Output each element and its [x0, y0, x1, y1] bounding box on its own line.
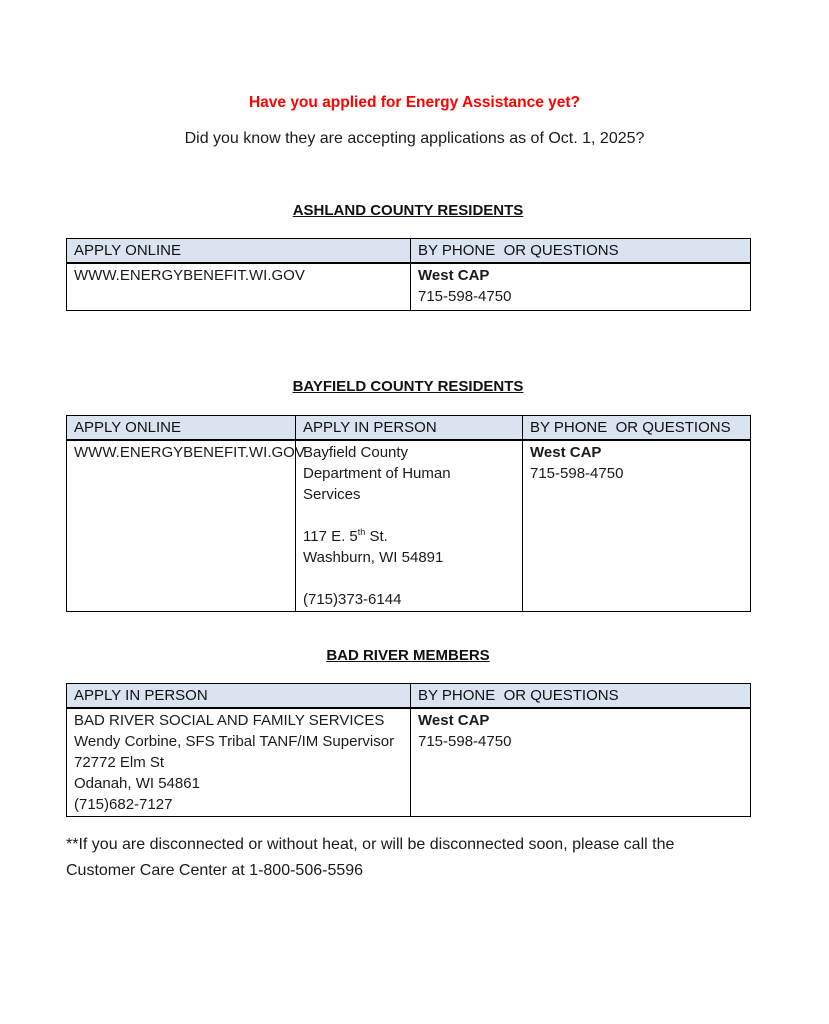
badriver-contact-phone: 715-598-4750: [418, 733, 512, 750]
ashland-contact-cell: [411, 263, 751, 311]
bayfield-contact-cell: [523, 440, 751, 612]
badriver-header-row: [67, 684, 751, 709]
ashland-body-row: [67, 263, 751, 311]
badriver-body-row: [67, 708, 751, 817]
bayfield-org-line: Department of Human: [303, 465, 451, 482]
footer-line-1: **If you are disconnected or without heat, or will be disconnected soon, please call the: [66, 836, 675, 853]
document-subtitle: Did you know they are accepting applications as of Oct. 1, 2025?: [184, 130, 645, 147]
badriver-contact-cell: [411, 708, 751, 817]
bayfield-contact-phone: 715-598-4750: [530, 465, 624, 482]
section-heading-bayfield: BAYFIELD COUNTY RESIDENTS: [292, 378, 524, 395]
bayfield-online-url: WWW.ENERGYBENEFIT.WI.GOV: [67, 440, 296, 612]
bayfield-street-address: 117 E. 5th St.: [303, 527, 388, 545]
section-heading-badriver: BAD RIVER MEMBERS: [326, 647, 490, 664]
badriver-street-address: 72772 Elm St: [74, 754, 165, 771]
ordinal-suffix: th: [357, 527, 366, 537]
footer-line-2: Customer Care Center at 1-800-506-5596: [66, 862, 364, 879]
bayfield-body-row: [67, 440, 751, 612]
bayfield-city-line: Washburn, WI 54891: [303, 549, 444, 566]
bayfield-contact-name: West CAP: [530, 444, 602, 461]
bayfield-header-apply-online: APPLY ONLINE: [67, 416, 296, 441]
ashland-header-apply-online: APPLY ONLINE: [67, 239, 411, 264]
badriver-header-by-phone: BY PHONE OR QUESTIONS: [411, 684, 751, 709]
badriver-table: [66, 683, 751, 817]
badriver-header-apply-in-person: APPLY IN PERSON: [67, 684, 411, 709]
ashland-table: [66, 238, 751, 311]
section-heading-ashland: ASHLAND COUNTY RESIDENTS: [292, 202, 524, 219]
document-title: Have you applied for Energy Assistance yet?: [248, 94, 581, 111]
ashland-contact-phone: 715-598-4750: [418, 288, 512, 305]
bayfield-header-row: [67, 416, 751, 441]
bayfield-in-person-cell: [296, 440, 523, 612]
footer-note: [66, 832, 766, 884]
badriver-city-line: Odanah, WI 54861: [74, 775, 200, 792]
bayfield-org-line: Services: [303, 486, 361, 503]
bayfield-table: [66, 415, 751, 612]
badriver-org-name: BAD RIVER SOCIAL AND FAMILY SERVICES: [74, 712, 385, 729]
ashland-header-row: [67, 239, 751, 264]
bayfield-header-by-phone: BY PHONE OR QUESTIONS: [523, 416, 751, 441]
ashland-contact-name: West CAP: [418, 267, 490, 284]
badriver-in-person-cell: [67, 708, 411, 817]
ashland-header-by-phone: BY PHONE OR QUESTIONS: [411, 239, 751, 264]
bayfield-org-line: Bayfield County: [303, 444, 409, 461]
badriver-contact-name: West CAP: [418, 712, 490, 729]
bayfield-header-apply-in-person: APPLY IN PERSON: [296, 416, 523, 441]
badriver-contact-person: Wendy Corbine, SFS Tribal TANF/IM Supervisor: [74, 733, 395, 750]
bayfield-in-person-phone: (715)373-6144: [303, 591, 402, 608]
ashland-online-url: WWW.ENERGYBENEFIT.WI.GOV: [67, 263, 411, 311]
badriver-in-person-phone: (715)682-7127: [74, 796, 173, 813]
